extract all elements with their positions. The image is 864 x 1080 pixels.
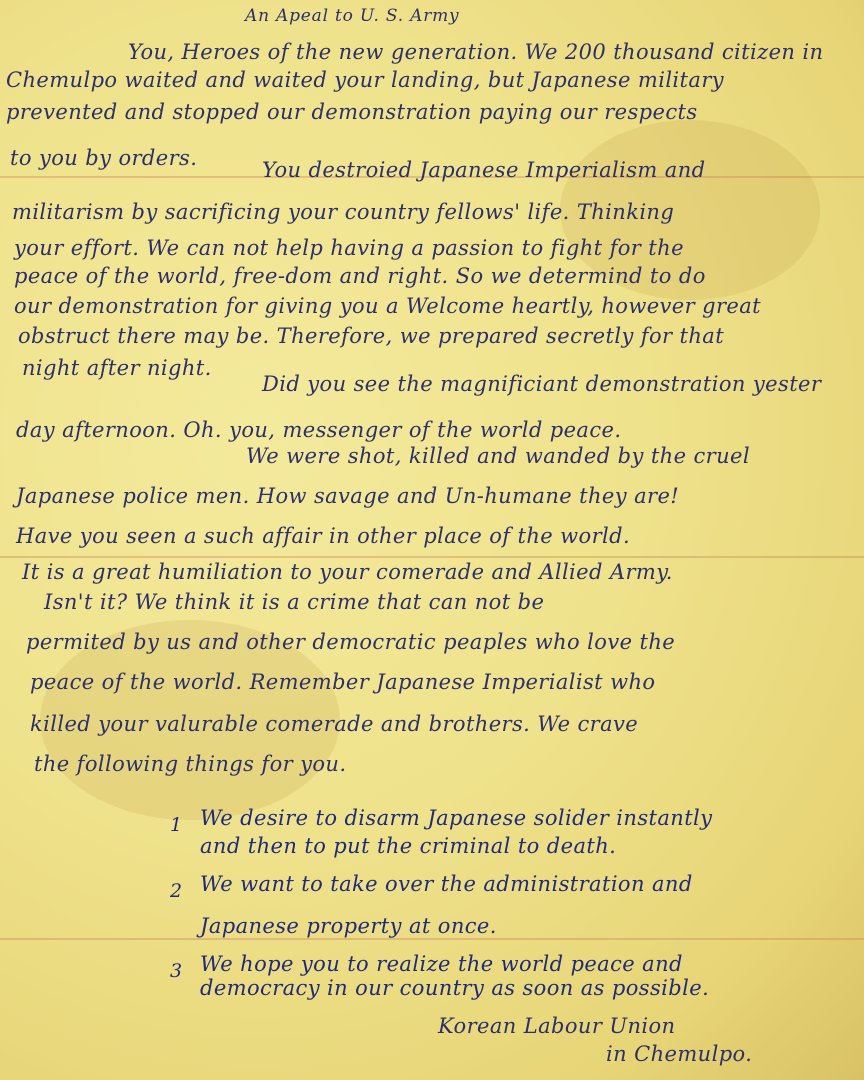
signature-organization: Korean Labour Union — [438, 1014, 676, 1038]
letter-line: night after night. — [22, 356, 212, 380]
demand-text: and then to put the criminal to death. — [200, 834, 617, 858]
letter-line: Japanese police men. How savage and Un-humane they are! — [16, 484, 680, 508]
demand-number: 2 — [170, 880, 183, 902]
letter-line: obstruct there may be. Therefore, we prepared secretly for that — [18, 324, 725, 348]
letter-line: Did you see the magnificiant demonstration yester — [262, 372, 822, 396]
letter-line: It is a great humiliation to your comerade and Allied Army. — [22, 560, 673, 584]
letter-line: We were shot, killed and wanded by the cruel — [246, 444, 750, 468]
demand-text: democracy in our country as soon as possible. — [200, 976, 710, 1000]
letter-line: militarism by sacrificing your country fellows' life. Thinking — [12, 200, 675, 224]
letter-title: An Apeal to U. S. Army — [245, 6, 460, 26]
paper-fold-line — [0, 556, 864, 558]
paper-fold-line — [0, 938, 864, 940]
letter-line: You, Heroes of the new generation. We 200 thousand citizen in — [128, 40, 824, 64]
letter-line: peace of the world. Remember Japanese Imperialist who — [30, 670, 656, 694]
letter-line: Chemulpo waited and waited your landing, but Japanese military — [6, 68, 725, 92]
demand-text: We want to take over the administration and — [200, 872, 693, 896]
demand-text: We hope you to realize the world peace and — [200, 952, 683, 976]
letter-line: your effort. We can not help having a passion to fight for the — [14, 236, 684, 260]
demand-text: We desire to disarm Japanese solider instantly — [200, 806, 713, 830]
letter-line: Have you seen a such affair in other place of the world. — [16, 524, 631, 548]
demand-number: 3 — [170, 960, 183, 982]
letter-line: prevented and stopped our demonstration paying our respects — [6, 100, 698, 124]
letter-line: the following things for you. — [34, 752, 347, 776]
letter-line: day afternoon. Oh. you, messenger of the world peace. — [16, 418, 622, 442]
demand-text: Japanese property at once. — [200, 914, 497, 938]
letter-line: killed your valurable comerade and brothers. We crave — [30, 712, 639, 736]
letter-line: peace of the world, free-dom and right. So we determind to do — [14, 264, 706, 288]
letter-line: to you by orders. — [10, 146, 198, 170]
letter-line: our demonstration for giving you a Welcome heartly, however great — [14, 294, 761, 318]
letter-line: permited by us and other democratic peaples who love the — [26, 630, 676, 654]
letter-line: You destroied Japanese Imperialism and — [262, 158, 706, 182]
signature-location: in Chemulpo. — [606, 1042, 753, 1066]
letter-line: Isn't it? We think it is a crime that can not be — [44, 590, 545, 614]
demand-number: 1 — [170, 814, 183, 836]
